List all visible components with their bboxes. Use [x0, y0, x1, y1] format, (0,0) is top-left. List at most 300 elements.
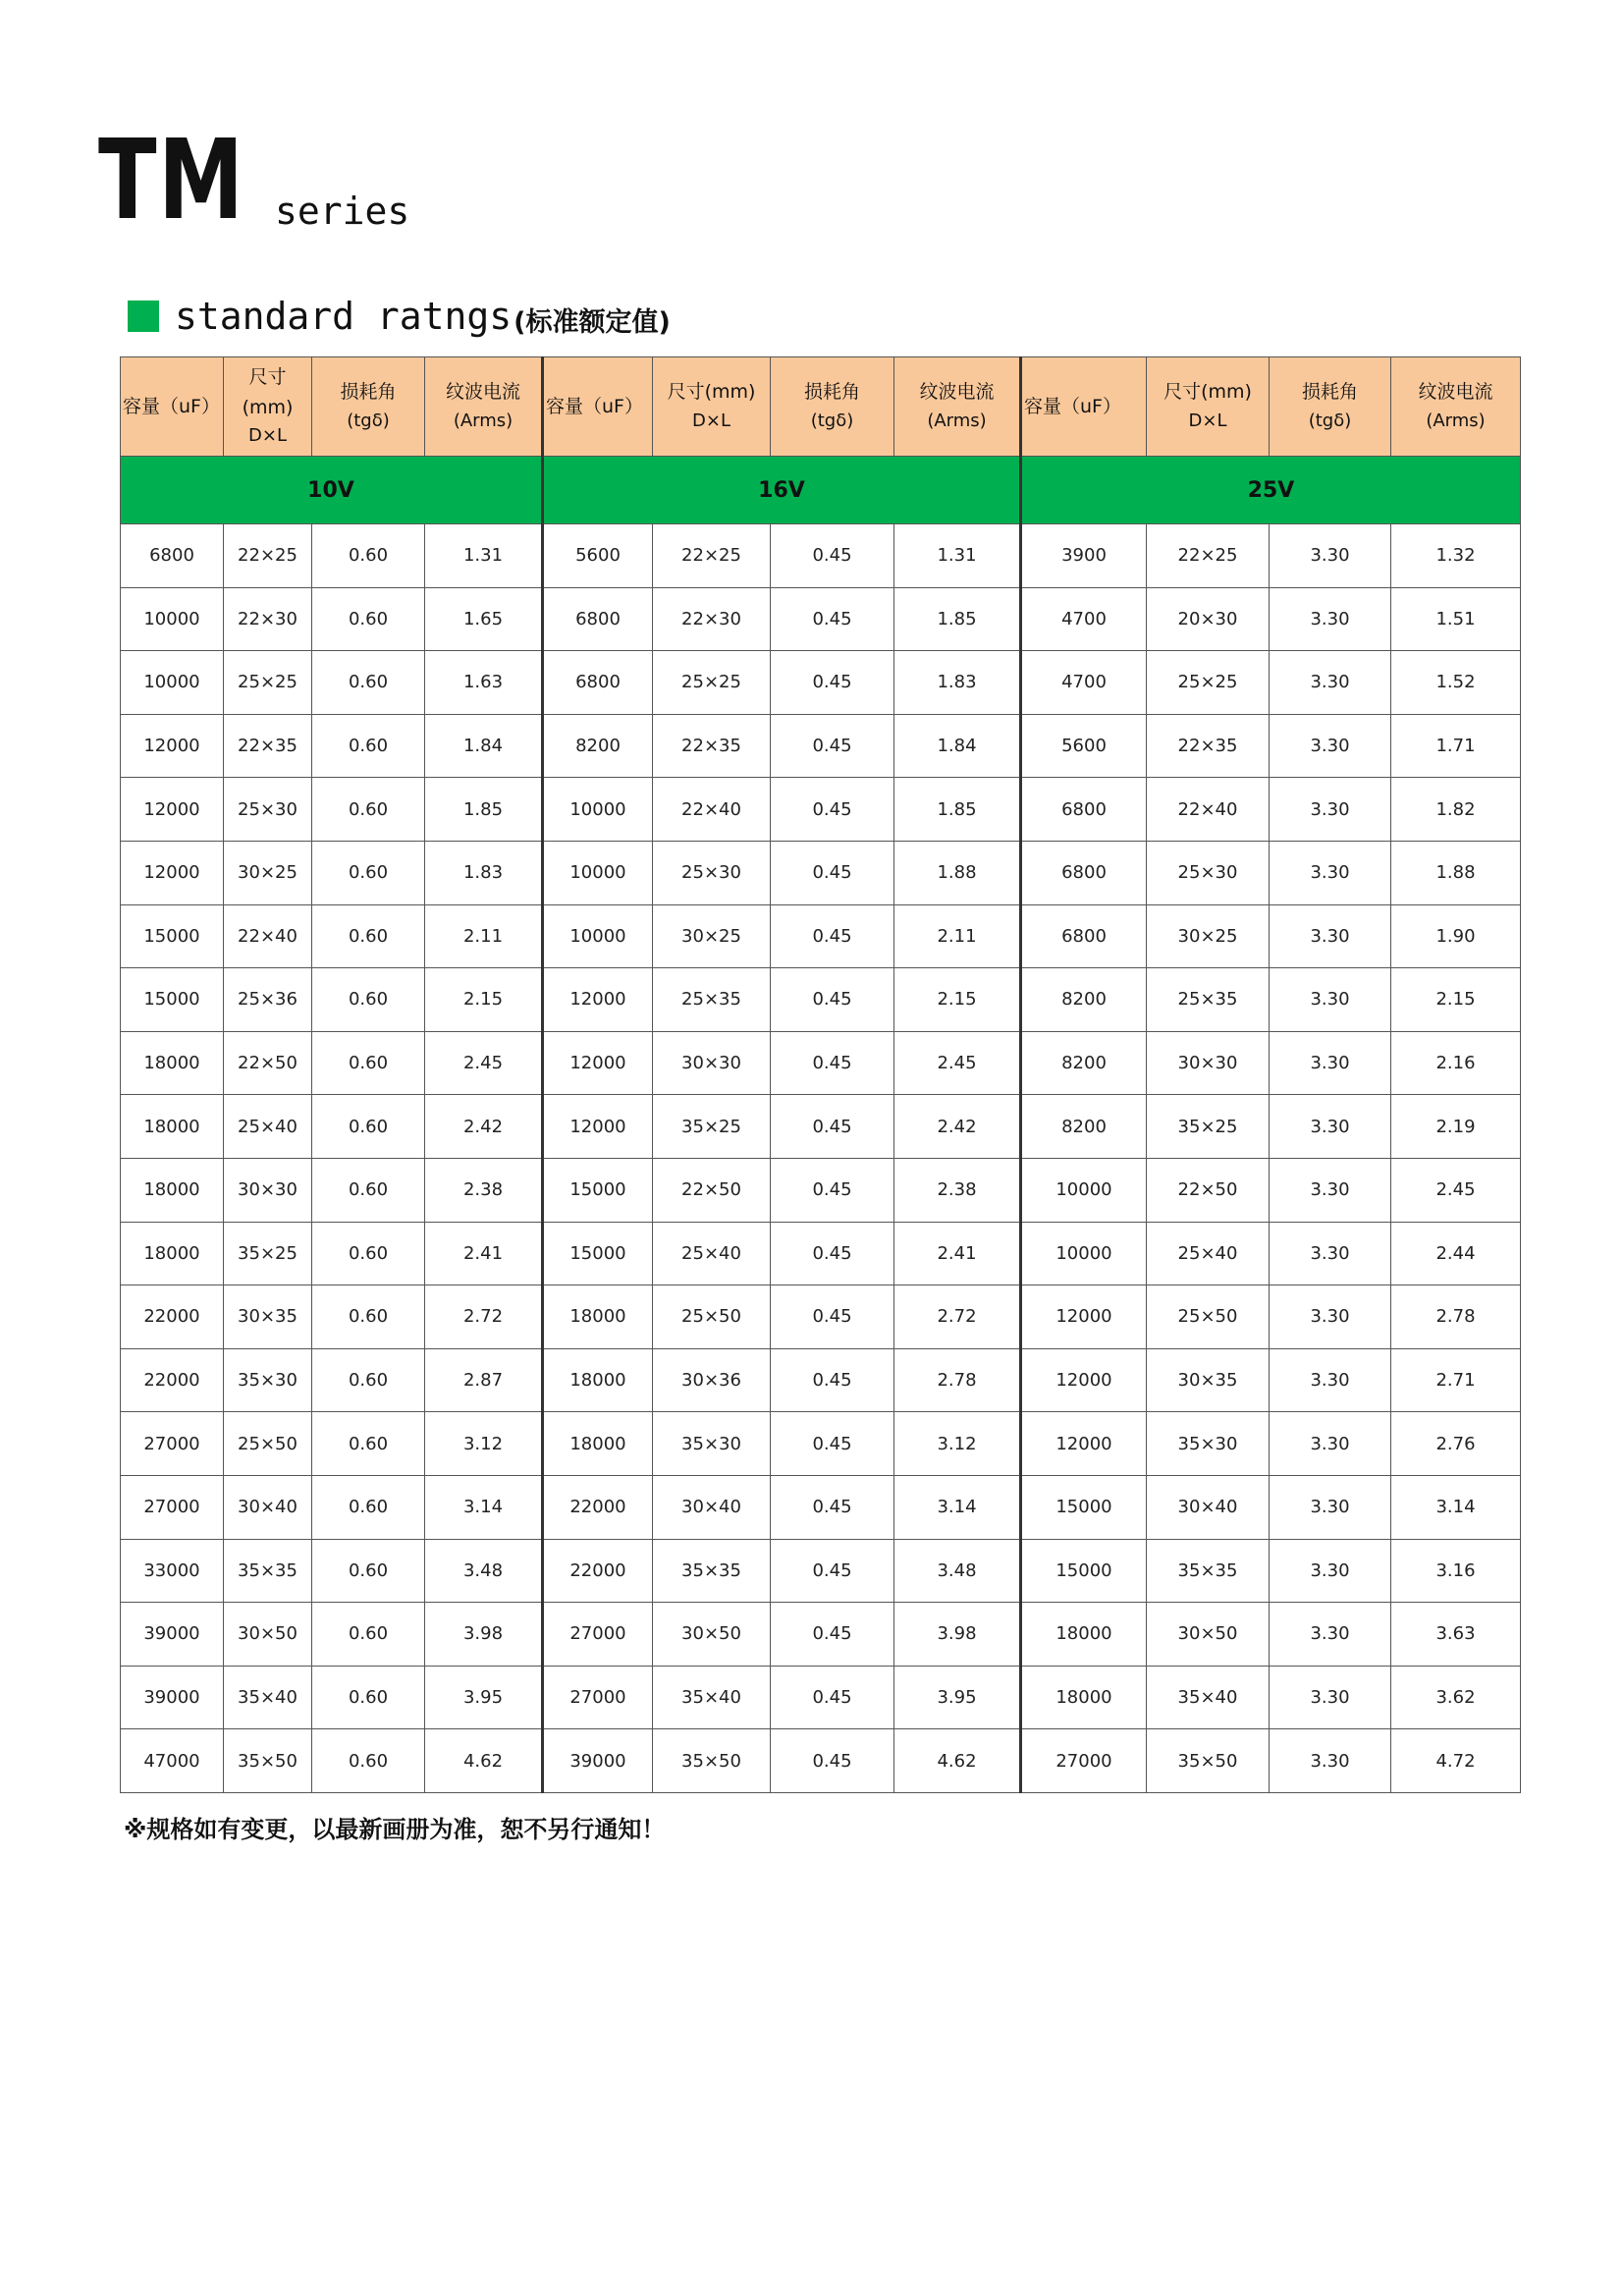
ripple-cell: 1.83	[425, 841, 543, 904]
table-row	[121, 1285, 1521, 1349]
tgd-cell: 3.30	[1270, 651, 1391, 715]
header-unit: D×L	[1188, 410, 1227, 431]
size-cell: 30×30	[1147, 1031, 1270, 1095]
header-unit: D×L	[248, 424, 287, 446]
tgd-cell: 0.60	[312, 1222, 425, 1285]
size-cell: 30×40	[224, 1475, 312, 1539]
ripple-cell: 2.41	[894, 1222, 1021, 1285]
ripple-cell: 2.16	[1391, 1031, 1521, 1095]
ripple-cell: 2.38	[425, 1158, 543, 1222]
capacity-cell: 18000	[543, 1348, 653, 1412]
ripple-cell: 2.44	[1391, 1222, 1521, 1285]
size-cell: 22×50	[224, 1031, 312, 1095]
ripple-cell: 3.14	[425, 1475, 543, 1539]
tgd-cell: 0.45	[771, 524, 894, 588]
ripple-cell: 1.31	[425, 524, 543, 588]
header-ripple	[425, 357, 543, 457]
header-unit: (tgδ)	[347, 410, 390, 431]
capacity-cell: 6800	[1021, 778, 1147, 842]
capacity-cell: 27000	[121, 1412, 224, 1476]
capacity-cell: 22000	[121, 1285, 224, 1349]
size-cell: 22×35	[224, 714, 312, 778]
header-ripple	[1391, 357, 1521, 457]
ripple-cell: 3.48	[894, 1539, 1021, 1603]
capacity-cell: 10000	[543, 778, 653, 842]
capacity-cell: 6800	[543, 587, 653, 651]
ripple-cell: 2.45	[1391, 1158, 1521, 1222]
header-label: 尺寸(mm)	[667, 381, 756, 404]
tgd-cell: 0.60	[312, 1603, 425, 1667]
size-cell: 22×30	[653, 587, 771, 651]
ripple-cell: 1.88	[1391, 841, 1521, 904]
tgd-cell: 3.30	[1270, 841, 1391, 904]
tgd-cell: 0.60	[312, 841, 425, 904]
size-cell: 30×50	[1147, 1603, 1270, 1667]
header-size	[224, 357, 312, 457]
size-cell: 30×36	[653, 1348, 771, 1412]
ripple-cell: 1.63	[425, 651, 543, 715]
size-cell: 25×50	[653, 1285, 771, 1349]
capacity-cell: 10000	[1021, 1222, 1147, 1285]
tgd-cell: 0.45	[771, 1412, 894, 1476]
capacity-cell: 6800	[543, 651, 653, 715]
size-cell: 35×40	[224, 1666, 312, 1729]
table-row	[121, 1412, 1521, 1476]
size-cell: 25×35	[1147, 968, 1270, 1032]
capacity-cell: 18000	[543, 1412, 653, 1476]
table-row	[121, 524, 1521, 588]
header-capacity	[121, 357, 224, 457]
capacity-cell: 8200	[543, 714, 653, 778]
tgd-cell: 0.45	[771, 1158, 894, 1222]
header-label: 纹波电流	[445, 381, 520, 404]
table-row	[121, 778, 1521, 842]
size-cell: 25×25	[224, 651, 312, 715]
capacity-cell: 8200	[1021, 968, 1147, 1032]
header-unit: (tgδ)	[810, 410, 854, 431]
table-row	[121, 1666, 1521, 1729]
capacity-cell: 12000	[543, 1095, 653, 1159]
table-row	[121, 587, 1521, 651]
header-size	[653, 357, 771, 457]
ripple-cell: 3.98	[425, 1603, 543, 1667]
capacity-cell: 18000	[1021, 1603, 1147, 1667]
size-cell: 22×40	[653, 778, 771, 842]
ripple-cell: 2.78	[894, 1348, 1021, 1412]
tgd-cell: 3.30	[1270, 1539, 1391, 1603]
tgd-cell: 0.60	[312, 1539, 425, 1603]
ripple-cell: 2.15	[425, 968, 543, 1032]
size-cell: 22×25	[224, 524, 312, 588]
ripple-cell: 2.72	[425, 1285, 543, 1349]
ripple-cell: 3.95	[425, 1666, 543, 1729]
header-label: 容量（uF）	[123, 395, 220, 417]
size-cell: 25×50	[224, 1412, 312, 1476]
capacity-cell: 12000	[121, 841, 224, 904]
capacity-cell: 39000	[121, 1603, 224, 1667]
ripple-cell: 1.32	[1391, 524, 1521, 588]
ripple-cell: 2.15	[1391, 968, 1521, 1032]
table-row	[121, 841, 1521, 904]
ripple-cell: 2.42	[894, 1095, 1021, 1159]
ripple-cell: 3.62	[1391, 1666, 1521, 1729]
capacity-cell: 22000	[121, 1348, 224, 1412]
tgd-cell: 0.45	[771, 1603, 894, 1667]
green-square-icon	[128, 301, 159, 332]
tgd-cell: 0.45	[771, 841, 894, 904]
capacity-cell: 10000	[121, 651, 224, 715]
size-cell: 22×30	[224, 587, 312, 651]
tgd-cell: 0.60	[312, 1285, 425, 1349]
size-cell: 25×30	[1147, 841, 1270, 904]
voltage-group-label: 25V	[1021, 457, 1521, 524]
tgd-cell: 0.60	[312, 1158, 425, 1222]
tgd-cell: 0.45	[771, 1348, 894, 1412]
tgd-cell: 3.30	[1270, 1348, 1391, 1412]
ripple-cell: 2.41	[425, 1222, 543, 1285]
capacity-cell: 12000	[1021, 1285, 1147, 1349]
ratings-table	[120, 356, 1521, 1793]
size-cell: 35×35	[224, 1539, 312, 1603]
ripple-cell: 3.16	[1391, 1539, 1521, 1603]
ripple-cell: 2.45	[425, 1031, 543, 1095]
size-cell: 30×35	[224, 1285, 312, 1349]
tgd-cell: 0.45	[771, 1095, 894, 1159]
capacity-cell: 15000	[1021, 1475, 1147, 1539]
capacity-cell: 12000	[121, 778, 224, 842]
voltage-group-label: 16V	[543, 457, 1021, 524]
ripple-cell: 3.98	[894, 1603, 1021, 1667]
ripple-cell: 3.14	[1391, 1475, 1521, 1539]
size-cell: 30×35	[1147, 1348, 1270, 1412]
size-cell: 30×30	[224, 1158, 312, 1222]
tgd-cell: 0.45	[771, 778, 894, 842]
size-cell: 35×40	[653, 1666, 771, 1729]
table-row	[121, 1475, 1521, 1539]
table-header-row	[121, 357, 1521, 457]
tgd-cell: 3.30	[1270, 1475, 1391, 1539]
size-cell: 25×40	[653, 1222, 771, 1285]
tgd-cell: 3.30	[1270, 1603, 1391, 1667]
tgd-cell: 0.60	[312, 651, 425, 715]
size-cell: 20×30	[1147, 587, 1270, 651]
capacity-cell: 12000	[1021, 1348, 1147, 1412]
section-heading	[128, 295, 671, 338]
size-cell: 30×25	[1147, 904, 1270, 968]
table-row	[121, 1539, 1521, 1603]
size-cell: 35×25	[653, 1095, 771, 1159]
tgd-cell: 0.60	[312, 1475, 425, 1539]
header-label: 纹波电流	[1418, 381, 1493, 404]
tgd-cell: 3.30	[1270, 587, 1391, 651]
size-cell: 25×35	[653, 968, 771, 1032]
tgd-cell: 0.60	[312, 968, 425, 1032]
ripple-cell: 1.84	[425, 714, 543, 778]
capacity-cell: 27000	[121, 1475, 224, 1539]
size-cell: 35×35	[1147, 1539, 1270, 1603]
header-label: 尺寸(mm)	[242, 366, 294, 418]
ripple-cell: 2.87	[425, 1348, 543, 1412]
tgd-cell: 3.30	[1270, 1031, 1391, 1095]
header-unit: D×L	[692, 410, 730, 431]
tgd-cell: 3.30	[1270, 778, 1391, 842]
capacity-cell: 39000	[543, 1729, 653, 1793]
tgd-cell: 0.60	[312, 778, 425, 842]
tgd-cell: 0.60	[312, 1412, 425, 1476]
ripple-cell: 2.42	[425, 1095, 543, 1159]
size-cell: 30×50	[224, 1603, 312, 1667]
header-label: 尺寸(mm)	[1163, 381, 1252, 404]
capacity-cell: 10000	[543, 841, 653, 904]
ripple-cell: 1.85	[425, 778, 543, 842]
tgd-cell: 3.30	[1270, 904, 1391, 968]
size-cell: 22×35	[653, 714, 771, 778]
tgd-cell: 3.30	[1270, 1412, 1391, 1476]
tgd-cell: 0.45	[771, 1031, 894, 1095]
header-tgd	[312, 357, 425, 457]
voltage-row	[121, 457, 1521, 524]
ripple-cell: 3.63	[1391, 1603, 1521, 1667]
header-label: 纹波电流	[919, 381, 995, 404]
tgd-cell: 0.60	[312, 1031, 425, 1095]
ripple-cell: 1.83	[894, 651, 1021, 715]
size-cell: 25×30	[653, 841, 771, 904]
tgd-cell: 0.45	[771, 1222, 894, 1285]
header-label: 损耗角	[803, 381, 860, 404]
ripple-cell: 1.85	[894, 587, 1021, 651]
tgd-cell: 0.45	[771, 1539, 894, 1603]
size-cell: 30×50	[653, 1603, 771, 1667]
tgd-cell: 0.45	[771, 1666, 894, 1729]
tgd-cell: 0.45	[771, 651, 894, 715]
size-cell: 35×25	[224, 1222, 312, 1285]
ripple-cell: 2.11	[894, 904, 1021, 968]
header-capacity	[1021, 357, 1147, 457]
capacity-cell: 27000	[543, 1666, 653, 1729]
ripple-cell: 2.72	[894, 1285, 1021, 1349]
size-cell: 25×25	[1147, 651, 1270, 715]
table-row	[121, 1729, 1521, 1793]
size-cell: 30×25	[224, 841, 312, 904]
ripple-cell: 3.14	[894, 1475, 1021, 1539]
header-label: 损耗角	[1301, 381, 1358, 404]
ripple-cell: 2.45	[894, 1031, 1021, 1095]
tgd-cell: 3.30	[1270, 524, 1391, 588]
section-title-cn: (标准额定值)	[514, 306, 671, 338]
ripple-cell: 3.12	[425, 1412, 543, 1476]
capacity-cell: 15000	[543, 1158, 653, 1222]
size-cell: 30×40	[653, 1475, 771, 1539]
size-cell: 35×40	[1147, 1666, 1270, 1729]
tgd-cell: 0.60	[312, 1348, 425, 1412]
tgd-cell: 0.60	[312, 1095, 425, 1159]
header-label: 容量（uF）	[1024, 395, 1121, 417]
header-unit: (Arms)	[927, 410, 987, 431]
size-cell: 30×25	[653, 904, 771, 968]
tgd-cell: 0.45	[771, 1475, 894, 1539]
table-row	[121, 904, 1521, 968]
capacity-cell: 39000	[121, 1666, 224, 1729]
ripple-cell: 1.85	[894, 778, 1021, 842]
section-title: standard ratngs	[175, 295, 513, 338]
ripple-cell: 2.38	[894, 1158, 1021, 1222]
size-cell: 30×30	[653, 1031, 771, 1095]
ripple-cell: 2.71	[1391, 1348, 1521, 1412]
header-ripple	[894, 357, 1021, 457]
capacity-cell: 18000	[121, 1031, 224, 1095]
ripple-cell: 2.76	[1391, 1412, 1521, 1476]
ripple-cell: 1.31	[894, 524, 1021, 588]
size-cell: 25×25	[653, 651, 771, 715]
ripple-cell: 1.82	[1391, 778, 1521, 842]
capacity-cell: 5600	[1021, 714, 1147, 778]
capacity-cell: 6800	[121, 524, 224, 588]
capacity-cell: 12000	[543, 1031, 653, 1095]
tgd-cell: 0.45	[771, 968, 894, 1032]
size-cell: 25×36	[224, 968, 312, 1032]
size-cell: 22×50	[1147, 1158, 1270, 1222]
capacity-cell: 6800	[1021, 841, 1147, 904]
tgd-cell: 0.60	[312, 714, 425, 778]
tgd-cell: 3.30	[1270, 968, 1391, 1032]
capacity-cell: 10000	[121, 587, 224, 651]
ripple-cell: 1.51	[1391, 587, 1521, 651]
capacity-cell: 22000	[543, 1475, 653, 1539]
capacity-cell: 15000	[121, 968, 224, 1032]
table-row	[121, 1158, 1521, 1222]
size-cell: 22×40	[224, 904, 312, 968]
header-capacity	[543, 357, 653, 457]
tgd-cell: 0.45	[771, 587, 894, 651]
tgd-cell: 0.60	[312, 904, 425, 968]
table-row	[121, 714, 1521, 778]
ripple-cell: 4.72	[1391, 1729, 1521, 1793]
capacity-cell: 15000	[1021, 1539, 1147, 1603]
ripple-cell: 4.62	[425, 1729, 543, 1793]
header-unit: (tgδ)	[1308, 410, 1352, 431]
capacity-cell: 18000	[1021, 1666, 1147, 1729]
capacity-cell: 10000	[543, 904, 653, 968]
size-cell: 35×30	[1147, 1412, 1270, 1476]
size-cell: 22×25	[653, 524, 771, 588]
ripple-cell: 3.12	[894, 1412, 1021, 1476]
size-cell: 25×40	[224, 1095, 312, 1159]
ripple-cell: 3.95	[894, 1666, 1021, 1729]
tgd-cell: 3.30	[1270, 1222, 1391, 1285]
header-unit: (Arms)	[453, 410, 514, 431]
size-cell: 30×40	[1147, 1475, 1270, 1539]
tgd-cell: 0.45	[771, 1729, 894, 1793]
tgd-cell: 3.30	[1270, 1095, 1391, 1159]
table-row	[121, 1095, 1521, 1159]
tgd-cell: 3.30	[1270, 1666, 1391, 1729]
capacity-cell: 15000	[543, 1222, 653, 1285]
tgd-cell: 0.60	[312, 524, 425, 588]
header-label: 损耗角	[340, 381, 397, 404]
header-tgd	[771, 357, 894, 457]
tgd-cell: 0.45	[771, 1285, 894, 1349]
size-cell: 35×30	[224, 1348, 312, 1412]
size-cell: 35×25	[1147, 1095, 1270, 1159]
capacity-cell: 18000	[121, 1095, 224, 1159]
tgd-cell: 0.45	[771, 904, 894, 968]
capacity-cell: 4700	[1021, 651, 1147, 715]
tgd-cell: 0.60	[312, 587, 425, 651]
ripple-cell: 1.71	[1391, 714, 1521, 778]
header-size	[1147, 357, 1270, 457]
size-cell: 25×40	[1147, 1222, 1270, 1285]
header-label: 容量（uF）	[546, 395, 643, 417]
table-row	[121, 1603, 1521, 1667]
series-title: TM	[98, 117, 245, 245]
ripple-cell: 1.52	[1391, 651, 1521, 715]
capacity-cell: 8200	[1021, 1095, 1147, 1159]
capacity-cell: 3900	[1021, 524, 1147, 588]
tgd-cell: 0.60	[312, 1666, 425, 1729]
capacity-cell: 8200	[1021, 1031, 1147, 1095]
size-cell: 35×50	[1147, 1729, 1270, 1793]
table-row	[121, 651, 1521, 715]
capacity-cell: 6800	[1021, 904, 1147, 968]
size-cell: 35×35	[653, 1539, 771, 1603]
capacity-cell: 27000	[543, 1603, 653, 1667]
table-row	[121, 1031, 1521, 1095]
header-unit: (Arms)	[1426, 410, 1486, 431]
ripple-cell: 1.84	[894, 714, 1021, 778]
table-row	[121, 1222, 1521, 1285]
header-tgd	[1270, 357, 1391, 457]
ripple-cell: 2.11	[425, 904, 543, 968]
capacity-cell: 10000	[1021, 1158, 1147, 1222]
tgd-cell: 3.30	[1270, 1158, 1391, 1222]
capacity-cell: 27000	[1021, 1729, 1147, 1793]
ripple-cell: 3.48	[425, 1539, 543, 1603]
capacity-cell: 47000	[121, 1729, 224, 1793]
tgd-cell: 3.30	[1270, 1285, 1391, 1349]
capacity-cell: 12000	[543, 968, 653, 1032]
ripple-cell: 2.78	[1391, 1285, 1521, 1349]
capacity-cell: 5600	[543, 524, 653, 588]
size-cell: 35×30	[653, 1412, 771, 1476]
capacity-cell: 18000	[121, 1158, 224, 1222]
size-cell: 22×40	[1147, 778, 1270, 842]
capacity-cell: 12000	[121, 714, 224, 778]
ripple-cell: 1.88	[894, 841, 1021, 904]
capacity-cell: 18000	[543, 1285, 653, 1349]
series-subtitle: series	[275, 190, 410, 233]
ripple-cell: 2.19	[1391, 1095, 1521, 1159]
table-row	[121, 1348, 1521, 1412]
capacity-cell: 18000	[121, 1222, 224, 1285]
capacity-cell: 33000	[121, 1539, 224, 1603]
ripple-cell: 1.65	[425, 587, 543, 651]
size-cell: 25×50	[1147, 1285, 1270, 1349]
capacity-cell: 4700	[1021, 587, 1147, 651]
tgd-cell: 0.45	[771, 714, 894, 778]
capacity-cell: 12000	[1021, 1412, 1147, 1476]
ripple-cell: 1.90	[1391, 904, 1521, 968]
ripple-cell: 2.15	[894, 968, 1021, 1032]
size-cell: 35×50	[653, 1729, 771, 1793]
table-row	[121, 968, 1521, 1032]
capacity-cell: 22000	[543, 1539, 653, 1603]
size-cell: 22×25	[1147, 524, 1270, 588]
tgd-cell: 3.30	[1270, 714, 1391, 778]
tgd-cell: 3.30	[1270, 1729, 1391, 1793]
ripple-cell: 4.62	[894, 1729, 1021, 1793]
voltage-group-label: 10V	[121, 457, 543, 524]
size-cell: 35×50	[224, 1729, 312, 1793]
